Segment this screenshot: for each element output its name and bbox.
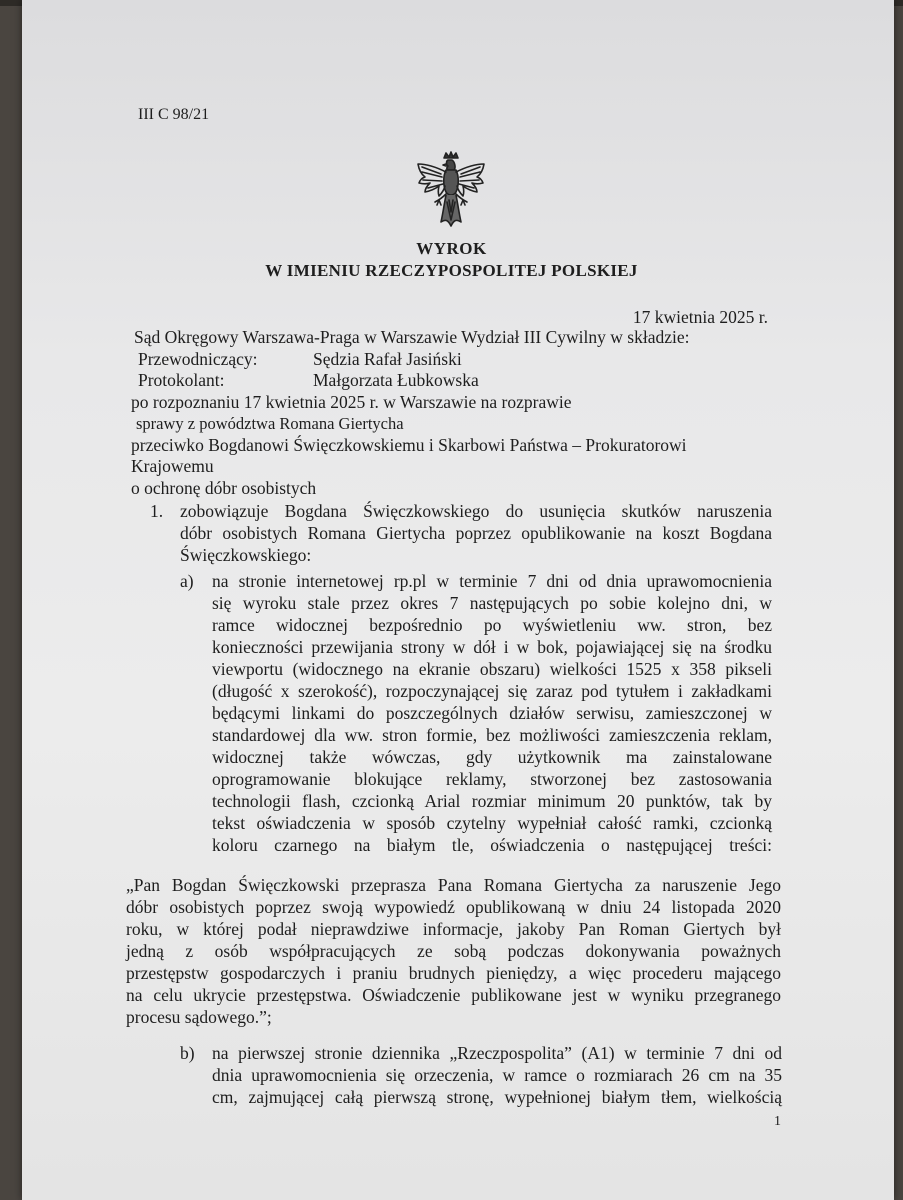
case-number: III C 98/21 bbox=[138, 106, 210, 123]
point-a-line: ramce widocznej bezpośrednio po wyświetleniu ww. stron, bez bbox=[212, 615, 772, 635]
point-a-line: technologii flash, czcionką Arial rozmiar minimum 20 punktów, tak by bbox=[212, 791, 772, 811]
document-title: WYROK bbox=[416, 239, 487, 258]
point-b-line: dnia uprawomocnienia się orzeczenia, w ramce o rozmiarach 26 cm na 35 bbox=[212, 1065, 782, 1085]
point-a-line: się wyroku stale przez okres 7 następujących po sobie kolejno dni, w bbox=[212, 593, 772, 613]
case-line: po rozpoznaniu 17 kwietnia 2025 r. w Warszawie na rozprawie bbox=[131, 392, 572, 412]
presiding-judge-label: Przewodniczący: bbox=[138, 349, 258, 369]
apology-quote-line: na celu ukrycie przestępstwa. Oświadczenie publikowane jest w wyniku przegranego bbox=[126, 985, 781, 1005]
point-a-line: standardowej dla ww. stron formie, bez możliwości zamieszczenia reklam, bbox=[212, 725, 772, 745]
point-a-line: tekst oświadczenia w sposób czytelny wypełniał całość ramki, czcionką bbox=[212, 813, 772, 833]
point-1-line: zobowiązuje Bogdana Święczkowskiego do usunięcia skutków naruszenia bbox=[180, 501, 772, 521]
point-a-line: (długość x szerokość), rozpoczynającej się zaraz pod tytułem i zakładkami bbox=[212, 681, 772, 701]
point-1-marker: 1. bbox=[150, 501, 164, 521]
page-number: 1 bbox=[774, 1114, 781, 1129]
apology-quote-line: „Pan Bogdan Święczkowski przeprasza Pana Romana Giertycha za naruszenie Jego bbox=[126, 875, 781, 895]
apology-quote-line: jedną z osób współpracujących ze sobą podczas dokonywania poważnych bbox=[126, 941, 781, 961]
point-1-line: dóbr osobistych Romana Giertycha poprzez opublikowanie na koszt Bogdana bbox=[180, 523, 772, 543]
judgment-date: 17 kwietnia 2025 r. bbox=[632, 307, 768, 327]
point-a-line: będącymi linkami do poszczególnych działów serwisu, zamieszczonej w bbox=[212, 703, 772, 723]
apology-quote-line: roku, w której podał nieprawdziwe informacje, jakoby Pan Roman Giertych był bbox=[126, 919, 781, 939]
court-line: Sąd Okręgowy Warszawa-Praga w Warszawie Wydział III Cywilny w składzie: bbox=[134, 327, 690, 347]
case-line: przeciwko Bogdanowi Święczkowskiemu i Skarbowi Państwa – Prokuratorowi bbox=[131, 435, 687, 455]
apology-quote-line: dóbr osobistych poprzez swoją wypowiedź opublikowaną w dniu 24 listopada 2020 bbox=[126, 897, 781, 917]
apology-quote-line: procesu sądowego.”; bbox=[126, 1007, 272, 1027]
presiding-judge-name: Sędzia Rafał Jasiński bbox=[313, 349, 462, 369]
point-a-line: konieczności przewijania strony w dół i w bok, pojawiającej się na środku bbox=[212, 637, 772, 657]
polish-eagle-emblem bbox=[413, 150, 489, 228]
case-line: o ochronę dóbr osobistych bbox=[131, 478, 317, 498]
point-a-marker: a) bbox=[180, 571, 194, 591]
apology-quote-line: przestępstw gospodarczych i praniu brudnych pieniędzy, a więc procederu mającego bbox=[126, 963, 781, 983]
point-a-line: koloru czarnego na białym tle, oświadczenia o następującej treści: bbox=[212, 835, 772, 855]
case-line: sprawy z powództwa Romana Giertycha bbox=[136, 414, 404, 433]
point-a-line: oprogramowanie blokujące reklamy, stworzonej bez zastosowania bbox=[212, 769, 772, 789]
point-b-marker: b) bbox=[180, 1043, 195, 1063]
point-b-line: cm, zajmującej całą pierwszą stronę, wypełnionej białym tłem, wielkością bbox=[212, 1087, 782, 1107]
point-a-line: na stronie internetowej rp.pl w terminie 7 dni od dnia uprawomocnienia bbox=[212, 571, 772, 591]
clerk-label: Protokolant: bbox=[138, 370, 225, 390]
clerk-name: Małgorzata Łubkowska bbox=[313, 370, 479, 390]
document-subtitle: W IMIENIU RZECZYPOSPOLITEJ POLSKIEJ bbox=[265, 261, 638, 280]
point-b-line: na pierwszej stronie dziennika „Rzeczpospolita” (A1) w terminie 7 dni od bbox=[212, 1043, 782, 1063]
case-line: Krajowemu bbox=[131, 456, 214, 476]
point-a-line: widocznej także wówczas, gdy użytkownik ma zainstalowane bbox=[212, 747, 772, 767]
point-1-line: Święczkowskiego: bbox=[180, 545, 312, 565]
point-a-line: viewportu (widocznego na ekranie obszaru) wielkości 1525 x 358 pikseli bbox=[212, 659, 772, 679]
